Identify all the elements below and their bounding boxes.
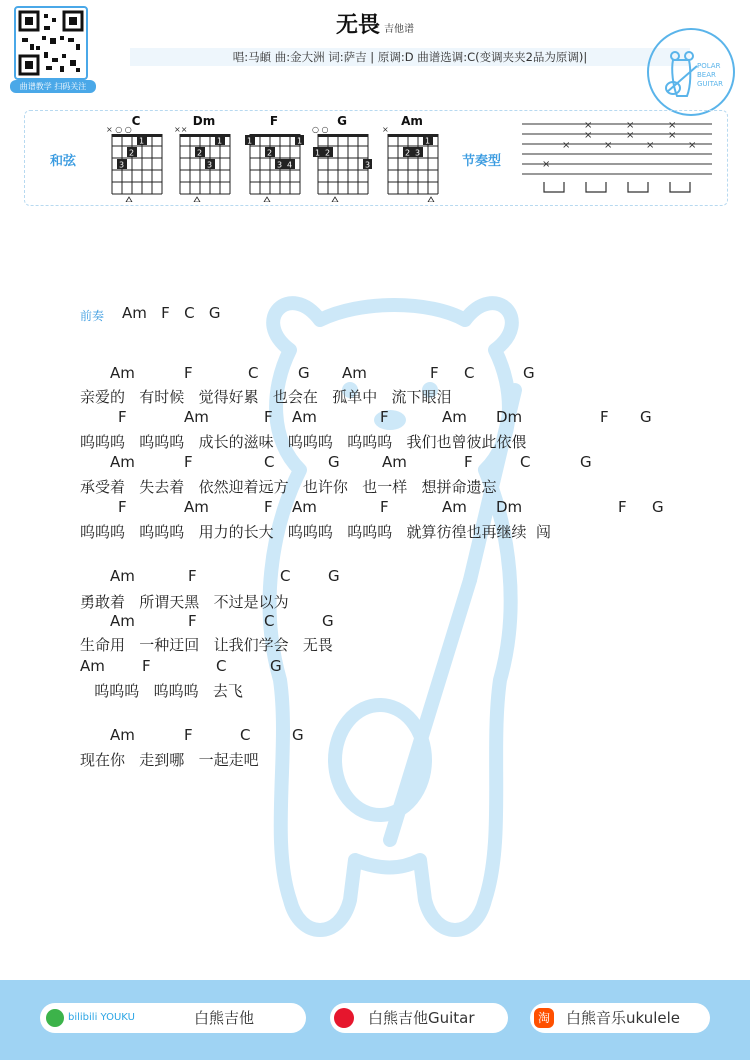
chord-symbol: G [652,498,664,516]
svg-text:×: × [646,140,655,151]
svg-text:×: × [382,126,389,134]
chord-symbol: Am [292,408,317,426]
chord-symbol: F [142,657,151,675]
chord-symbol: G [523,364,535,382]
chord-label: 和弦 [50,154,77,169]
chord-symbol: Am [184,498,209,516]
svg-text:1: 1 [425,136,431,146]
chord-symbol: Am [184,408,209,426]
chord-symbol: Am [292,498,317,516]
chord-symbol: G [640,408,652,426]
svg-text:2: 2 [325,148,331,158]
svg-text:×: × [626,120,635,131]
chord-diagram-f [244,126,304,202]
brand-names: bilibili YOUKU [68,1012,135,1023]
chord-symbol: C [216,657,227,675]
title-subtitle: 吉他谱 [384,24,414,35]
chord-symbol: F [380,408,389,426]
chord-symbol: Am [110,567,135,585]
chord-diagram-am [382,126,442,202]
chord-symbol: C [240,726,251,744]
chord-symbol: F [618,498,627,516]
polar-bear-logo [645,26,737,118]
svg-text:3: 3 [207,160,213,170]
chord-symbol: Am [442,408,467,426]
svg-text:1: 1 [297,136,303,146]
chord-symbol: F [118,408,127,426]
chord-symbol: C [464,364,475,382]
chord-symbol: F [264,408,273,426]
logo-line-1: POLAR [697,62,721,70]
chord-symbol: G [328,453,340,471]
qr-caption: 曲谱教学 扫码关注 [10,80,96,93]
chord-symbol: Am [442,498,467,516]
chord-symbol: G [292,726,304,744]
chord-symbol: C [264,453,275,471]
svg-text:3: 3 [119,160,125,170]
svg-text:4: 4 [287,160,293,170]
lyric-row: 生命用 一种迂回 让我们学会 无畏 [80,636,333,654]
chord-symbol: F [380,498,389,516]
weibo-icon [334,1008,354,1028]
chord-name-g: G [337,114,347,128]
chord-symbol: Dm [496,408,523,426]
pill-1-label: 白熊吉他 [194,1009,255,1027]
chord-symbol: Am [110,364,135,382]
svg-text:1: 1 [247,136,253,146]
logo-text [697,62,723,89]
chord-symbol: F [184,726,193,744]
chord-symbol: F [188,612,197,630]
svg-text:3: 3 [415,148,421,158]
svg-text:× ○ ○: × ○ ○ [106,126,132,134]
chord-symbol: C [248,364,259,382]
chord-diagram-c [106,126,166,202]
chord-symbol: Am [110,612,135,630]
bear-guitar-icon [645,26,737,118]
taobao-pill[interactable] [530,1003,710,1033]
chord-symbol: F [264,498,273,516]
svg-text:×: × [542,159,551,170]
svg-text:2: 2 [405,148,411,158]
chord-name-am: Am [401,114,423,128]
svg-text:×: × [584,120,593,131]
chord-symbol: G [328,567,340,585]
svg-text:×: × [688,140,697,151]
chord-diagram-dm [174,126,234,202]
video-platform-pill[interactable] [40,1003,306,1033]
svg-text:××: ×× [174,126,188,134]
chord-diagram-g [312,126,372,202]
svg-text:3: 3 [365,160,371,170]
rhythm-pattern [522,116,712,200]
chord-symbol: Am [110,726,135,744]
svg-text:×: × [604,140,613,151]
taobao-icon: 淘 [534,1008,554,1028]
song-title [0,8,750,39]
chord-symbol: C [520,453,531,471]
svg-text:×: × [626,130,635,141]
chord-symbol: C [280,567,291,585]
title-text: 无畏 [335,13,380,38]
chord-symbol: Am [382,453,407,471]
chord-symbol: F [430,364,439,382]
lyric-row: 现在你 走到哪 一起走吧 [80,751,259,769]
chord-symbol: G [580,453,592,471]
chord-symbol: G [270,657,282,675]
bear-watermark [230,280,560,980]
svg-text:2: 2 [267,148,273,158]
lyric-row: 承受着 失去着 依然迎着远方 也许你 也一样 想拼命遗忘 [80,478,497,496]
chord-symbol: Am [110,453,135,471]
svg-text:1: 1 [217,136,223,146]
chord-symbol: Am [80,657,105,675]
lyric-row: 呜呜呜 呜呜呜 去飞 [80,682,243,700]
logo-line-2: BEAR [697,71,716,79]
chord-name-c: C [131,114,141,128]
pill-3-label: 白熊音乐ukulele [566,1009,681,1027]
logo-line-3: GUITAR [697,80,723,88]
svg-text:×: × [668,130,677,141]
lyric-row: 亲爱的 有时候 觉得好累 也会在 孤单中 流下眼泪 [80,388,452,406]
svg-text:×: × [668,120,677,131]
chord-symbol: F [184,453,193,471]
chord-symbol: F [118,498,127,516]
chord-symbol: Am [342,364,367,382]
svg-text:1: 1 [139,136,145,146]
chord-symbol: F [188,567,197,585]
lyric-row: 呜呜呜 呜呜呜 成长的滋味 呜呜呜 呜呜呜 我们也曾彼此依偎 [80,433,527,451]
chord-symbol: G [298,364,310,382]
chord-symbol: F [464,453,473,471]
svg-text:×: × [562,140,571,151]
svg-text:2: 2 [129,148,135,158]
chord-symbol: C [264,612,275,630]
chord-symbol: F [184,364,193,382]
svg-text:○ ○: ○ ○ [312,126,329,134]
weibo-pill[interactable] [330,1003,508,1033]
lyric-row: 呜呜呜 呜呜呜 用力的长大 呜呜呜 呜呜呜 就算彷徨也再继续 闯 [80,523,552,541]
chord-symbol: G [322,612,334,630]
chord-symbol: Dm [496,498,523,516]
chord-name-f: F [269,114,279,128]
lyric-row: 勇敢着 所谓天黑 不过是以为 [80,593,289,611]
rhythm-label: 节奏型 [462,154,502,169]
svg-text:×: × [584,130,593,141]
svg-text:1: 1 [315,148,321,158]
svg-text:2: 2 [197,148,203,158]
svg-text:3: 3 [277,160,283,170]
chord-symbol: F [600,408,609,426]
pill-2-label: 白熊吉他Guitar [368,1009,475,1027]
chord-name-dm: Dm [192,114,216,128]
intro-chords: Am F C G [122,304,221,322]
song-info: 唱:马頔 曲:金大洲 词:萨吉 | 原调:D 曲谱选调:C(变调夹夹2品为原调)| [130,48,690,66]
intro-label: 前奏 [80,309,105,323]
wechat-icon [46,1009,64,1027]
